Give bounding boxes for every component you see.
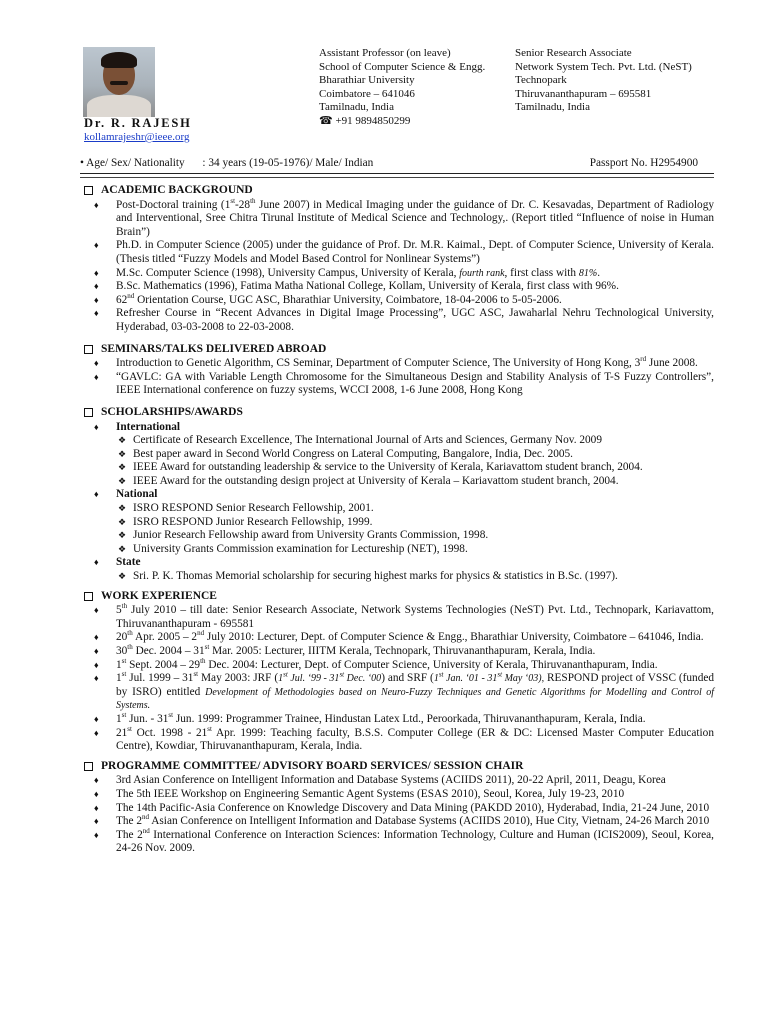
diamond-bullet-icon: ♦	[94, 489, 99, 500]
diamond-bullet-icon: ♦	[94, 557, 99, 568]
diamond-bullet-icon: ♦	[94, 802, 99, 813]
diamond-bullet-icon: ♦	[94, 673, 99, 684]
list-item: ♦ 20th Apr. 2005 – 2nd July 2010: Lecturer, Dept. of Computer Science & Engg., Bharathiar University, Coimbatore – 641046, India.	[94, 629, 704, 644]
divider	[80, 173, 714, 174]
list-item: ♦ The 2nd International Conference on Interaction Sciences: Information Technology, Culture and Human (ICIS2009), Seoul, Korea, 24-26 Nov. 2009.	[94, 826, 714, 855]
checkbox-icon	[84, 345, 93, 354]
diamond-bullet-icon: ♦	[94, 713, 99, 724]
checkbox-icon	[84, 186, 93, 195]
list-item: ♦ 30th Dec. 2004 – 31st Mar. 2005: Lecturer, IIITM Kerala, Technopark, Thiruvananthapuram, Kerala, India.	[94, 643, 596, 657]
diamond-bullet-icon: ♦	[94, 727, 99, 738]
diamond-bullet-icon: ♦	[94, 358, 99, 369]
diamond-bullet-icon: ♦	[94, 281, 99, 292]
list-item: ♦ Ph.D. in Computer Science (2005) under the guidance of Prof. Dr. M.R. Kaimal., Dept. of Computer Science, University of Kerala. (Thesis titled “Fuzzy Models and Model Based Control for Nonlinear Systems”)	[94, 239, 714, 265]
list-item: ♦ M.Sc. Computer Science (1998), University Campus, University of Kerala, fourth rank, first class with 81%.	[94, 266, 601, 279]
clover-bullet-icon: ❖	[118, 530, 127, 541]
checkbox-icon	[84, 762, 93, 771]
list-item: ♦ 3rd Asian Conference on Intelligent Information and Database Systems (ACIIDS 2011), 20-22 April, 2011, Deagu, Korea	[94, 774, 666, 787]
section-heading: SCHOLARSHIPS/AWARDS	[84, 406, 714, 420]
list-item: ♦ B.Sc. Mathematics (1996), Fatima Matha National College, Kollam, University of Kerala, first class with 96%.	[94, 280, 619, 293]
list-item: ♦ 1st Sept. 2004 – 29th Dec. 2004: Lecturer, Dept. of Computer Science, University of Kerala, Thiruvananthapuram, India.	[94, 656, 658, 671]
address-line: Bharathiar University	[319, 74, 415, 87]
list-item: ❖ ISRO RESPOND Junior Research Fellowship, 1999.	[118, 515, 373, 528]
diamond-bullet-icon: ♦	[94, 646, 99, 656]
passport-number: Passport No. H2954900	[589, 157, 698, 169]
clover-bullet-icon: ❖	[118, 571, 127, 582]
clover-bullet-icon: ❖	[118, 448, 127, 459]
address-block-2	[515, 47, 692, 115]
diamond-bullet-icon: ♦	[94, 240, 99, 251]
list-item: ♦ Post-Doctoral training (1st-28th June 2007) in Medical Imaging under the guidance of Dr. C. Kesavadas, Department of Radiology and Interventional, Sree Chitra Tirunal Institute of Medical Science and Technology,. (Report titled “Influence of noise in Human Brain”)	[94, 196, 714, 238]
address-line: Thiruvananthapuram – 695581	[515, 87, 652, 100]
list-item: ❖ Best paper award in Second World Congress on Lateral Computing, Bangalore, India, Dec. 2005.	[118, 447, 573, 460]
address-line: Senior Research Associate	[515, 47, 632, 59]
email-link[interactable]: kollamrajeshr@ieee.org	[84, 131, 190, 143]
address-line: Assistant Professor (on leave)	[319, 47, 451, 59]
list-item: ♦ Refresher Course in “Recent Advances in Digital Image Processing”, UGC ASC, Jawaharlal Nehru Technological University, Hyderabad, 03-03-2008 to 22-03-2008.	[94, 307, 714, 333]
list-item: ♦ 62nd Orientation Course, UGC ASC, Bharathiar University, Coimbatore, 18-04-2006 to 5-05-2006.	[94, 291, 562, 306]
clover-bullet-icon: ❖	[118, 475, 127, 486]
diamond-bullet-icon: ♦	[94, 632, 99, 643]
award-group: ♦ State	[94, 556, 141, 569]
section-heading: ACADEMIC BACKGROUND	[84, 184, 714, 198]
diamond-bullet-icon: ♦	[94, 421, 99, 432]
list-item: ❖ IEEE Award for the outstanding design project at University of Kerala – Kariavattom student branch, 2004.	[118, 474, 619, 487]
cv-body	[84, 180, 714, 856]
personal-row	[80, 157, 698, 171]
section-heading: SEMINARS/TALKS DELIVERED ABROAD	[84, 343, 714, 357]
profile-photo	[83, 47, 155, 117]
address-line: Coimbatore – 641046	[319, 87, 415, 100]
personal-label: Age/ Sex/ Nationality	[86, 157, 185, 169]
clover-bullet-icon: ❖	[118, 462, 127, 473]
address-line: Technopark	[515, 74, 567, 87]
diamond-bullet-icon: ♦	[94, 775, 99, 786]
list-item: ❖ University Grants Commission examination for Lectureship (NET), 1998.	[118, 542, 468, 555]
telephone-icon: ☎	[319, 114, 333, 127]
clover-bullet-icon: ❖	[118, 503, 127, 514]
list-item: ❖ Sri. P. K. Thomas Memorial scholarship for securing highest marks for physics & statistics in B.Sc. (1997).	[118, 570, 618, 583]
section-heading: WORK EXPERIENCE	[84, 590, 714, 604]
award-group: ♦ International	[94, 420, 181, 433]
personal-value: : 34 years (19-05-1976)/ Male/ Indian	[202, 157, 374, 169]
diamond-bullet-icon: ♦	[94, 816, 99, 827]
diamond-bullet-icon: ♦	[94, 829, 99, 840]
address-line: School of Computer Science & Engg.	[319, 60, 486, 73]
diamond-bullet-icon: ♦	[94, 788, 99, 799]
diamond-bullet-icon: ♦	[94, 308, 99, 319]
list-item: ♦ “GAVLC: GA with Variable Length Chromosome for the Simultaneous Design and Stability Analysis of T-S Fuzzy Controllers”, IEEE International conference on fuzzy systems, WCCI 2008, 1-6 June 2008, Hong Kong	[94, 370, 714, 397]
checkbox-icon	[84, 592, 93, 601]
divider	[80, 177, 714, 178]
clover-bullet-icon: ❖	[118, 516, 127, 527]
address-block-1	[319, 47, 485, 129]
section-heading: PROGRAMME COMMITTEE/ ADVISORY BOARD SERVICES/ SESSION CHAIR	[84, 760, 714, 774]
diamond-bullet-icon: ♦	[94, 605, 99, 616]
person-name: Dr. R. RAJESH	[84, 116, 192, 130]
diamond-bullet-icon: ♦	[94, 267, 99, 278]
list-item: ♦ The 5th IEEE Workshop on Engineering Semantic Agent Systems (ESAS 2010), Seoul, Korea, July 19-23, 2010	[94, 787, 625, 800]
clover-bullet-icon: ❖	[118, 543, 127, 554]
list-item: ♦ 1st Jul. 1999 – 31st May 2003: JRF (1st Jul. ‘99 - 31st Dec. ‘00) and SRF (1st Jan. ‘01 - 31st May ‘03), RESPOND project of VSSC (funded by ISRO) entitled Development of Methodologies based on Neuro-Fuzzy Techniques and Genetic Algorithms for Modelling and Control of Systems.	[94, 670, 715, 712]
phone-line	[319, 115, 485, 129]
list-item: ♦ The 14th Pacific-Asia Conference on Knowledge Discovery and Data Mining (PAKDD 2010), Hyderabad, India, 21-24 June, 2010	[94, 801, 710, 814]
phone-number: +91 9894850299	[335, 114, 411, 127]
diamond-bullet-icon: ♦	[94, 294, 99, 305]
list-item: ♦ 1st Jun. - 31st Jun. 1999: Programmer Trainee, Hindustan Latex Ltd., Peroorkada, Thiruvananthapuram, Kerala, India.	[94, 711, 646, 725]
clover-bullet-icon: ❖	[118, 435, 127, 446]
diamond-bullet-icon: ♦	[94, 659, 99, 670]
list-item: ❖ Junior Research Fellowship award from University Grants Commission, 1998.	[118, 529, 489, 542]
checkbox-icon	[84, 408, 93, 417]
list-item: ❖ ISRO RESPOND Senior Research Fellowship, 2001.	[118, 502, 374, 515]
list-item: ♦ 5th July 2010 – till date: Senior Research Associate, Network Systems Technologies (NeST) Pvt. Ltd., Technopark, Kariavattom, Thiruvananthapuram - 695581	[94, 602, 714, 630]
diamond-bullet-icon: ♦	[94, 199, 99, 210]
diamond-bullet-icon: ♦	[94, 371, 99, 382]
list-item: ♦ The 2nd Asian Conference on Intelligent Information and Database Systems (ACIIDS 2010), Hue City, Vietnam, 24-26 March 2010	[94, 813, 710, 828]
list-item: ♦ 21st Oct. 1998 - 21st Apr. 1999: Teaching faculty, B.S.S. Computer College (ER & DC: Licensed Master Computer Education Centre), Kowdiar, Thiruvananthapuram, Kerala, India.	[94, 724, 714, 753]
list-item: ♦ Introduction to Genetic Algorithm, CS Seminar, Department of Computer Science, The University of Hong Kong, 3rd June 2008.	[94, 355, 698, 370]
award-group: ♦ National	[94, 488, 158, 501]
dot-bullet: •	[80, 157, 84, 169]
list-item: ❖ Certificate of Research Excellence, The International Journal of Arts and Sciences, Germany Nov. 2009	[118, 434, 602, 447]
list-item: ❖ IEEE Award for outstanding leadership & service to the University of Kerala, Kariavattom student branch, 2004.	[118, 461, 643, 474]
address-line: Tamilnadu, India	[319, 101, 394, 114]
address-line: Network System Tech. Pvt. Ltd. (NeST)	[515, 60, 692, 73]
address-line: Tamilnadu, India	[515, 101, 590, 114]
